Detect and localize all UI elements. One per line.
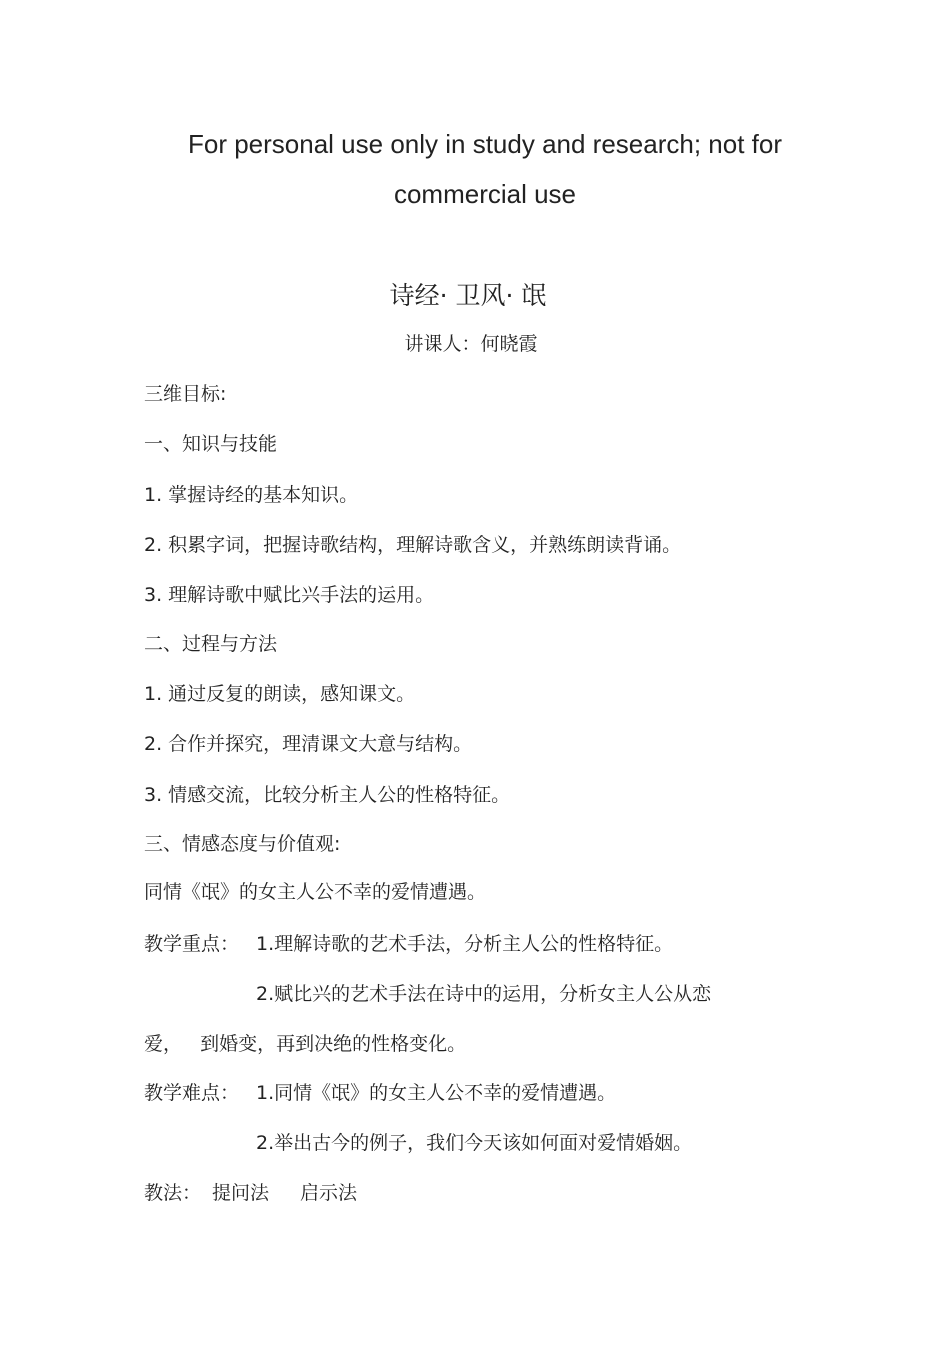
emotion-values-heading: 三、情感态度与价值观: [144,833,341,855]
difficulties-label: 教学难点： [144,1082,240,1104]
knowledge-skills-heading: 一、知识与技能 [144,433,278,455]
process-item-2: 2. 合作并探究，理清课文大意与结构。 [144,733,473,755]
teaching-method-2: 启示法 [300,1182,358,1204]
emotion-values-text: 同情《氓》的女主人公不幸的爱情遭遇。 [144,881,487,903]
document-title: 诗经· 卫风· 氓 [389,281,547,310]
process-item-1: 1. 通过反复的朗读，感知课文。 [144,683,416,705]
process-item-3: 3. 情感交流，比较分析主人公的性格特征。 [144,784,511,806]
teaching-method-1: 提问法 [212,1182,270,1204]
teaching-methods-label: 教法： [144,1182,202,1204]
process-methods-heading: 二、过程与方法 [144,633,278,655]
knowledge-item-3: 3. 理解诗歌中赋比兴手法的运用。 [144,584,435,606]
key-point-item-2-line-2: 爱， 到婚变，再到决绝的性格变化。 [144,1033,467,1055]
usage-notice-line-1: For personal use only in study and research; not for [188,129,782,159]
knowledge-item-2: 2. 积累字词，把握诗歌结构，理解诗歌含义，并熟练朗读背诵。 [144,534,682,556]
objectives-heading: 三维目标: [144,383,227,405]
knowledge-item-1: 1. 掌握诗经的基本知识。 [144,484,359,506]
difficulty-item-2: 2.举出古今的例子，我们今天该如何面对爱情婚姻。 [256,1132,693,1154]
key-point-item-2-line-1: 2.赋比兴的艺术手法在诗中的运用，分析女主人公从恋 [256,983,712,1005]
key-point-item-1: 1.理解诗歌的艺术手法，分析主人公的性格特征。 [256,933,674,955]
usage-notice-line-2: commercial use [393,179,577,209]
key-points-label: 教学重点： [144,933,240,955]
difficulty-item-1: 1.同情《氓》的女主人公不幸的爱情遭遇。 [256,1082,617,1104]
lecturer-line: 讲课人：何晓霞 [404,333,538,355]
